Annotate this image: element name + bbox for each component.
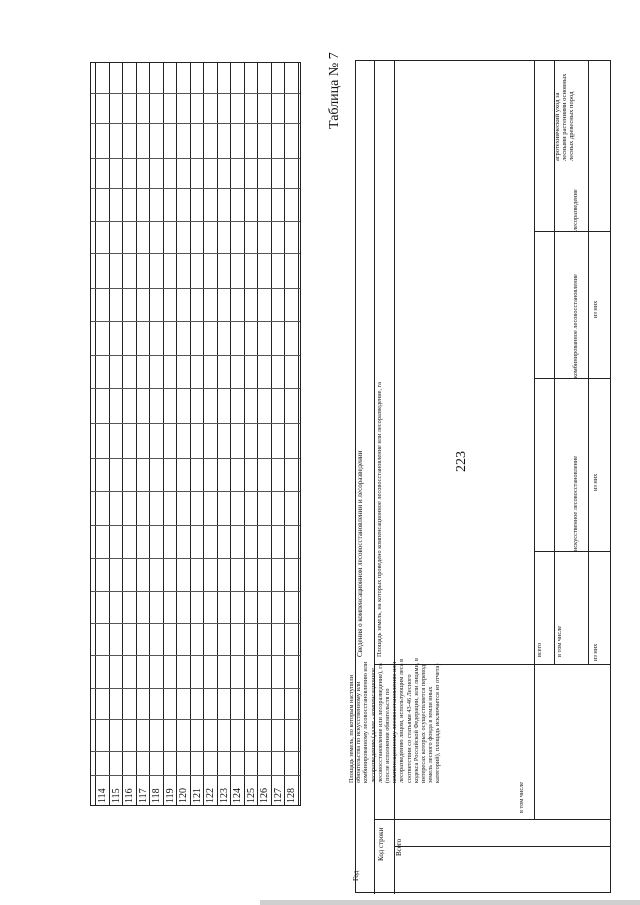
table-7 (348, 60, 611, 893)
grid-line (91, 751, 300, 752)
grid-line (91, 525, 300, 526)
of-them-3: из них (592, 300, 599, 318)
grid-line (91, 321, 300, 322)
rule (534, 61, 535, 819)
grid-row-number: 120 (178, 788, 190, 803)
rule (534, 378, 610, 379)
grid-line (91, 253, 300, 254)
grid-line (95, 63, 96, 805)
grid-line (91, 655, 300, 656)
grid-line (91, 558, 300, 559)
grid-row-number: 117 (137, 788, 149, 803)
of-them-2: из них (592, 473, 599, 491)
grid-line (91, 288, 300, 289)
grid-row-number: 123 (218, 788, 230, 803)
grid-line (176, 63, 177, 805)
grid-row-number: 122 (205, 788, 217, 803)
grid-line (91, 123, 300, 124)
of-them-1: из них (592, 643, 599, 661)
grid-line (91, 491, 300, 492)
col-row-code: Код строки (377, 827, 385, 861)
grid-line (91, 591, 300, 592)
grid-row-number: 115 (110, 788, 122, 803)
grid-line (136, 63, 137, 805)
grid-line (284, 63, 285, 805)
combined-reforestation: комбинированное лесовосстановление (572, 274, 579, 378)
grid-row-number: 118 (151, 788, 163, 803)
page-number: 223 (454, 451, 469, 472)
grid-line (91, 775, 300, 776)
agrotech-care: агротехнический уход за лесными растениями основных лесных древесных пород (554, 73, 576, 161)
grid-row-number: 116 (124, 788, 136, 803)
grid-row-number: 127 (272, 788, 284, 803)
col-area-incoming: Площадь земель, по которым наступили обязательства по искусственному или комбинированному лесовосстановлению или лесоразведению (далее - компенсационное лесовосстановление или лесоразведение), га (после исполнения обязательств по компенсационному лесовосстановлению или лесоразведению лицом, использующим леса в соответствии со статьями 43-46 Лесного кодекса Российской Федерации, или лицами, в интересах которых осуществляется перевод земель лесного фонда в земли иных категорий), площадь исключается из отчета) (348, 658, 442, 783)
grid-row-number: 124 (232, 788, 244, 803)
main-header: Сведения о компенсационном лесовосстановлении и лесоразведении (356, 450, 364, 657)
col-year: Год (352, 870, 360, 881)
grid-line (217, 63, 218, 805)
continuation-grid (90, 62, 301, 806)
grid-line (271, 63, 272, 805)
rule (588, 61, 589, 664)
col-area-completed: Площадь земель, на которых проведено компенсационное лесовосстановление или лесоразведение, га (376, 382, 383, 657)
grid-line (149, 63, 150, 805)
grid-line (91, 623, 300, 624)
grid-line (91, 158, 300, 159)
artificial-reforestation: искусственное лесовосстановление (572, 455, 579, 551)
grid-line (244, 63, 245, 805)
table-title: Таблица № 7 (327, 52, 342, 129)
grid-row-number: 114 (97, 788, 108, 803)
grid-line (91, 458, 300, 459)
rule (374, 819, 610, 820)
grid-line (190, 63, 191, 805)
grid-line (91, 221, 300, 222)
grid-line (163, 63, 164, 805)
afforestation: лесоразведение (572, 189, 579, 231)
grid-line (91, 719, 300, 720)
total-label: всего (536, 642, 543, 657)
grid-row-number: 128 (286, 788, 298, 803)
grid-line (91, 688, 300, 689)
grid-line (122, 63, 123, 805)
grid-row-number: 119 (164, 788, 176, 803)
rule (534, 231, 610, 232)
rule (394, 846, 610, 847)
grid-row-number: 125 (245, 788, 257, 803)
grid-line (109, 63, 110, 805)
grid-row-number: 126 (259, 788, 271, 803)
including-label: в том числе (518, 781, 525, 813)
grid-line (91, 93, 300, 94)
grid-row-number: 121 (191, 788, 203, 803)
grid-line (91, 423, 300, 424)
page-edge (260, 900, 640, 905)
grid-line (91, 388, 300, 389)
grid-line (298, 63, 299, 805)
including-label-2: в том числе (556, 625, 563, 657)
col-total: Всего (395, 838, 403, 856)
grid-line (91, 355, 300, 356)
grid-line (230, 63, 231, 805)
rule (534, 551, 610, 552)
grid-line (91, 188, 300, 189)
grid-line (257, 63, 258, 805)
grid-line (203, 63, 204, 805)
